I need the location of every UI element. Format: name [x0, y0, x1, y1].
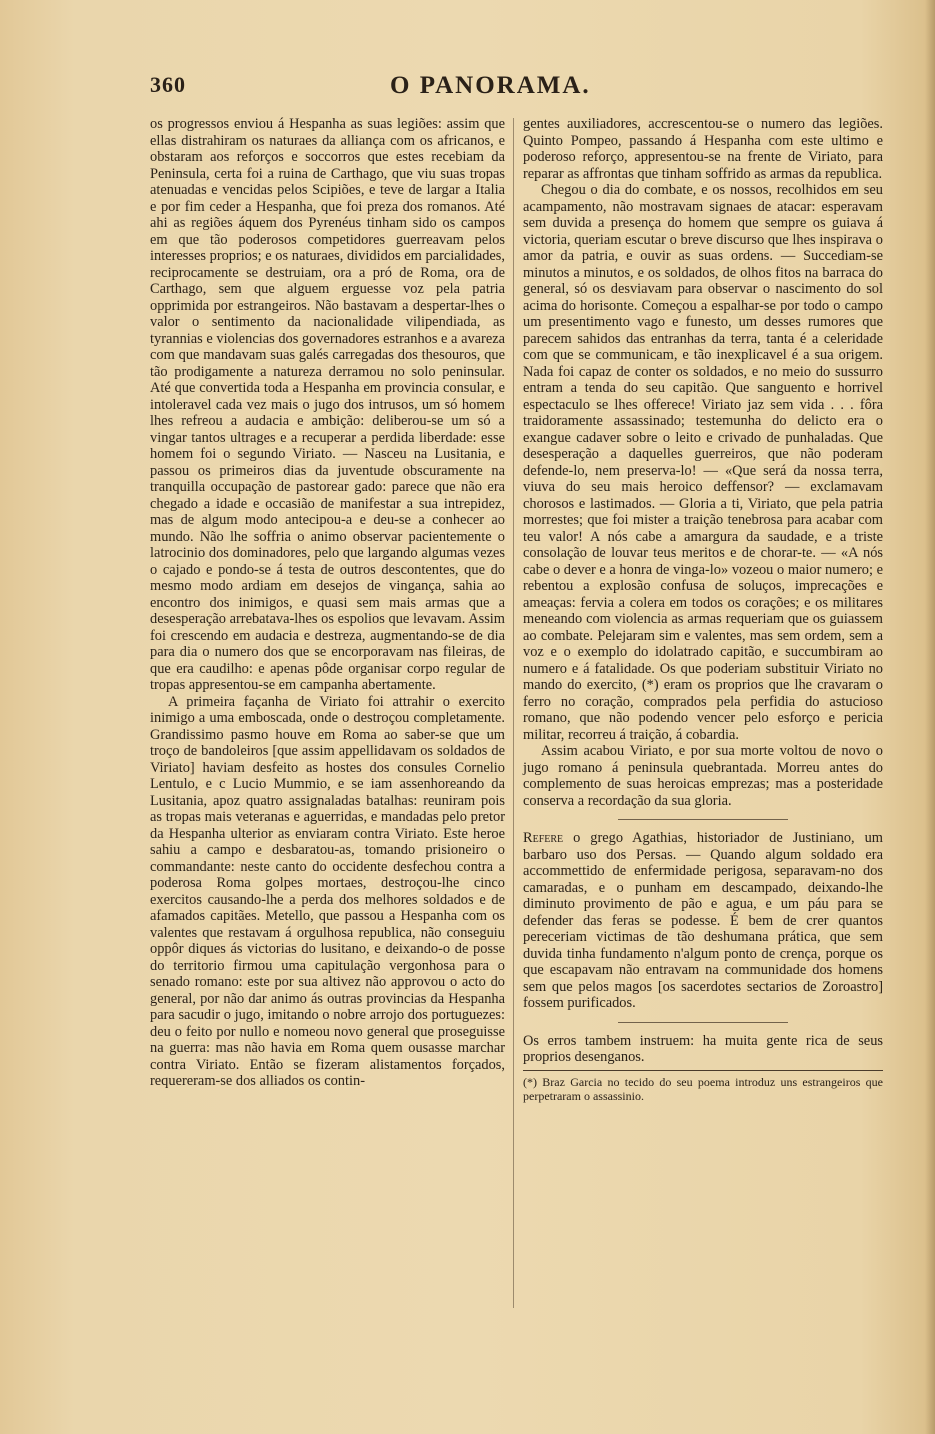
right-paragraph-4	[523, 830, 883, 1012]
page-number: 360	[150, 72, 186, 97]
left-column	[150, 116, 505, 1090]
section-separator-2	[618, 1022, 788, 1023]
maxim-paragraph: Os erros tambem instruem: ha muita gente rica de seus proprios desenganos.	[523, 1032, 883, 1065]
right-paragraph-1: gentes auxiliadores, accrescentou-se o numero das legiões. Quinto Pompeo, passando á Hespanha com este ultimo e poderoso reforço, appresentou-se na frente de Viriato, para reparar as affrontas que tinham soffrido as armas da republica.	[523, 116, 883, 182]
section-separator	[618, 819, 788, 820]
left-paragraph-2: A primeira façanha de Viriato foi attrahir o exercito inimigo a uma emboscada, onde o destroçou completamente. Grandissimo pasmo houve em Roma ao saber-se que um troço de bandoleiros [que assim appellidavam os soldados de Viriato] haviam desfeito as hostes dos consules Cornelio Lentulo, e c Lucio Mummio, e se iam assenhoreando da Lusitania, apoz quatro assignaladas batalhas: reuniram pois as tropas mais veteranas e aguerridas, e mandadas pelo pretor da Hespanha ulterior as enviaram contra Viriato. Este heroe sahiu a campo e desbaratou-as, tomando prisioneiro o commandante: neste canto do occidente desfechou contra a poderosa Roma golpes mortaes, destroçou-lhe cinco exercitos causando-lhe a perda dos melhores soldados e de afamados capitães. Metello, que passou a Hespanha com os valentes que restavam á orgulhosa republica, não conseguiu oppôr diques ás victorias do lusitano, e deixando-o de posse do territorio firmou uma capitulação vergonhosa para o senado romano: este por sua altivez não approvou o acto do general, por não dar animo ás outras provincias da Hespanha para sacudir o jugo, imitando o nobre arrojo dos portuguezes: deu o feito por nullo e nomeou novo general que proseguisse na guerra: mas não havia em Roma quem ousasse marchar contra Viriato. Então se fizeram alistamentos forçados, requereram-se dos alliados os contin-	[150, 693, 505, 1089]
page-header	[150, 72, 870, 106]
page-spine-shadow	[925, 0, 935, 1434]
article-lead-word: Refere	[523, 830, 564, 846]
footnote: (*) Braz Garcia no tecido do seu poema introduz uns estrangeiros que perpetraram o assassinio.	[523, 1070, 883, 1103]
journal-title: O PANORAMA.	[390, 72, 591, 99]
right-paragraph-2: Chegou o dia do combate, e os nossos, recolhidos em seu acampamento, não mostravam signaes de atacar: esperavam sem duvida a presença do homem que sempre os guiava á victoria, queriam escutar o breve discurso que lhes inspirava o amor da patria, e ouvir as suas ordens. — Succediam-se minutos a minutos, e os soldados, de olhos fitos na barraca do general, só os desviavam para observar o nascimento do sol acima do horisonte. Começou a espalhar-se por todo o campo um presentimento vago e funesto, um desses rumores que parecem sahidos das entranhas da terra, tanta é a celeridade com que se communicam, e tão inexplicavel é a sua origem. Nada foi capaz de conter os soldados, e no meio do sussurro entram a tenda do seu capitão. Que sanguento e horrivel espectaculo se lhes offerece! Viriato jaz sem vida . . . fôra traidoramente assassinado; testemunha do delicto era o exangue cadaver sobre o leito e crivado de punhaladas. Que desesperação a daquelles guerreiros, que não poderam defende-lo, nem preserva-lo! — «Que será da nossa terra, viuva do seu mais heroico deffensor? — exclamavam chorosos e lastimados. — Gloria a ti, Viriato, que pela patria morrestes; que foi mister a traição tenebrosa para acabar com teu valor! A nós cabe a amargura da saudade, e a triste consolação de louvar teus meritos e de chorar-te. — «A nós cabe o dever e a honra de vinga-lo» vozeou o maior numero; e rebentou a explosão confusa de soluços, imprecações e ameaças: fervia a colera em todos os corações; e os militares meneando com violencia as armas requeriam que os guiassem ao combate. Pelejaram sim e valentes, mas sem ordem, sem a voz e o exemplo do idolatrado capitão, e succumbiram ao numero e á fatalidade. Os que poderiam substituir Viriato no mando do exercito, (*) eram os proprios que lhe cravaram o ferro no coração, comprados pela perfidia do astucioso romano, que não podendo vencer pelo esforço e pericia militar, recorreu á traição, á cobardia.	[523, 182, 883, 743]
article-body: o grego Agathias, historiador de Justiniano, um barbaro uso dos Persas. — Quando algum soldado era accommettido de enfermidade perigosa, separavam-no dos camaradas, e o punham em descampado, deixando-lhe diminuto provimento de pão e agua, e um páu para se defender das feras se podesse. É bem de crer quantos pereceriam victimas de tão deshumana prática, que sem duvida tinha fundamento n'algum ponto de crença, porque os que escapavam não entravam na communidade dos homens sem que pelos magos [os sacerdotes sectarios de Zoroastro] fossem purificados.	[523, 830, 883, 1011]
right-column	[523, 116, 883, 1103]
right-paragraph-3: Assim acabou Viriato, e por sua morte voltou de novo o jugo romano á peninsula quebrantada. Morreu antes do complemento de suas heroicas emprezas; mas a posteridade conserva a recordação da sua gloria.	[523, 743, 883, 809]
left-paragraph-1: os progressos enviou á Hespanha as suas legiões: assim que ellas distrahiram os naturaes da alliança com os africanos, e obstaram aos reforços e soccorros que estes recebiam da Peninsula, certa foi a ruina de Carthago, que viu suas tropas atenuadas e vencidas pelos Scipiões, e teve de largar a Italia e por fim ceder a Hespanha, que foi preza dos romanos. Até ahi as regiões áquem dos Pyrenéus tinham sido os campos em que tão poderosos competidores guerreavam pelos interesses proprios; e os naturaes, divididos em parcialidades, reciprocamente se destruiam, ora a pró de Roma, ora de Carthago, sem que alguem erguesse voz pela patria opprimida por estrangeiros. Não bastavam a despertar-lhes o valor o sentimento da nacionalidade vilipendiada, as tyrannias e violencias dos governadores estranhos e a avareza com que mandavam suas galés carregadas dos thesouros, que tão prodigamente a natureza derramou no solo peninsular. Até que convertida toda a Hespanha em provincia consular, e intoleravel cada vez mais o jugo dos intrusos, um só homem lhes refreou a audacia e ambição: deliberou-se um só a vingar tantos ultrages e a recuperar a perdida liberdade: esse homem foi o segundo Viriato. — Nasceu na Lusitania, e passou os primeiros dias da juventude obscuramente na tranquilla occupação de pastorear gado: parece que não era chegado a idade e occasião de manifestar a sua intrepidez, mas de algum modo antecipou-a e deu-se a conhecer ao mundo. Não lhe soffria o animo observar pacientemente o latrocinio dos dominadores, pelo que largando algumas vezes o cajado e pondo-se á testa de outros descontentes, que do mesmo modo ardiam em desejos de vingança, sahia ao encontro dos inimigos, e quasi sem mais armas que a desesperação arrebatava-lhes os espolios que levavam. Assim foi crescendo em audacia e destreza, augmentando-se de dia para dia o numero dos que se encorporavam nas fileiras, de que era caudilho: e apenas pôde organisar corpo regular de tropas appresentou-se em campanha abertamente.	[150, 116, 505, 693]
column-divider	[513, 118, 514, 1308]
